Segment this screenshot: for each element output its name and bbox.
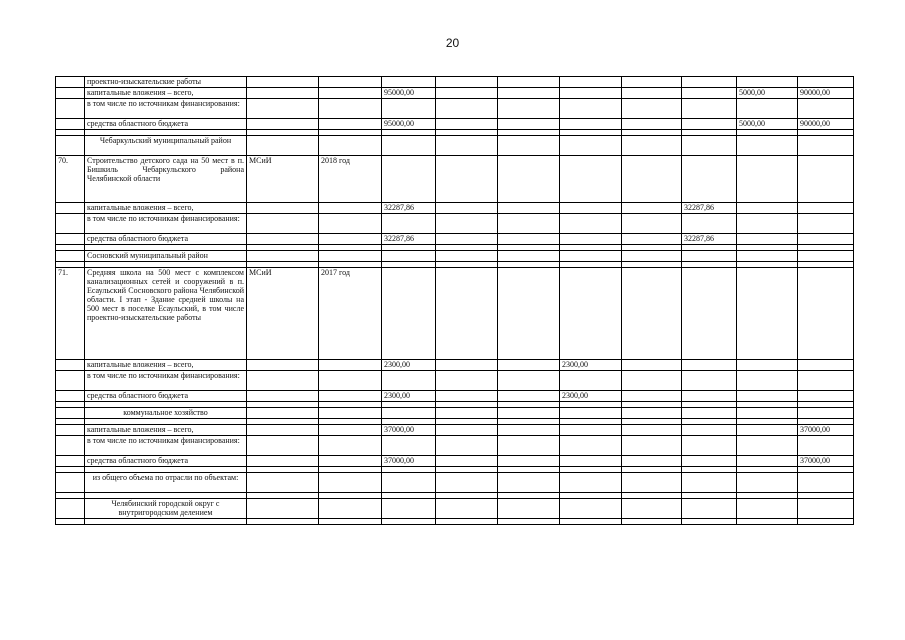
table-cell [436, 214, 498, 234]
table-cell [682, 456, 737, 467]
row-label-cell: в том числе по источникам финансирования: [85, 436, 247, 456]
row-label-cell: в том числе по источникам финансирования: [85, 371, 247, 391]
table-cell [319, 425, 382, 436]
table-cell [498, 136, 560, 156]
table-cell [498, 360, 560, 371]
table-cell [622, 234, 682, 245]
table-cell [798, 203, 854, 214]
table-cell [622, 99, 682, 119]
row-label-cell: в том числе по источникам финансирования: [85, 214, 247, 234]
table-cell [247, 371, 319, 391]
table-cell [319, 99, 382, 119]
table-cell [382, 268, 436, 360]
table-cell-empty [682, 519, 737, 525]
row-label-cell: Средняя школа на 500 мест с комплексом канализационных сетей и сооружений в п. Есаульский Сосновского района Челябинской области. I этап - Здание средней школы на 500 мест в поселке Есаульский, в том числе проектно-изыскательские работы [85, 268, 247, 360]
table-cell [247, 499, 319, 519]
table-cell [498, 473, 560, 493]
table-cell [498, 156, 560, 203]
row-label-cell: капитальные вложения – всего, [85, 203, 247, 214]
row-label-cell: Чебаркульский муниципальный район [85, 136, 247, 156]
table-cell [382, 156, 436, 203]
table-cell [560, 268, 622, 360]
table-cell [498, 251, 560, 262]
table-cell [798, 436, 854, 456]
row-label-cell: средства областного бюджета [85, 456, 247, 467]
table-cell-empty [560, 519, 622, 525]
table-cell [682, 499, 737, 519]
row-label-cell: средства областного бюджета [85, 391, 247, 402]
row-number-cell [56, 251, 85, 262]
table-cell [319, 77, 382, 88]
table-cell [560, 408, 622, 419]
table-cell [436, 391, 498, 402]
table-cell [319, 214, 382, 234]
table-cell [737, 456, 798, 467]
table-cell [436, 371, 498, 391]
table-cell [247, 360, 319, 371]
table-cell [622, 436, 682, 456]
table-cell: 5000,00 [737, 119, 798, 130]
table-cell [798, 371, 854, 391]
table-cell [682, 136, 737, 156]
table-cell [737, 99, 798, 119]
table-cell [319, 203, 382, 214]
table-row [56, 119, 854, 130]
table-cell [436, 136, 498, 156]
table-cell [382, 136, 436, 156]
table-row [56, 456, 854, 467]
table-cell [247, 99, 319, 119]
table-cell: 32287,86 [682, 203, 737, 214]
table-cell: 2300,00 [382, 391, 436, 402]
table-cell: 37000,00 [798, 456, 854, 467]
table-cell [436, 156, 498, 203]
row-label-cell: капитальные вложения – всего, [85, 360, 247, 371]
table-cell: 95000,00 [382, 119, 436, 130]
table-cell [436, 99, 498, 119]
table-row [56, 234, 854, 245]
table-cell [737, 473, 798, 493]
row-label-cell: капитальные вложения – всего, [85, 88, 247, 99]
table-cell [498, 119, 560, 130]
table-cell [682, 436, 737, 456]
table-cell [319, 436, 382, 456]
table-cell [737, 408, 798, 419]
table-cell [319, 371, 382, 391]
table-cell [247, 473, 319, 493]
table-cell [798, 77, 854, 88]
table-cell [498, 234, 560, 245]
table-row [56, 371, 854, 391]
table-cell: 32287,86 [682, 234, 737, 245]
table-cell [682, 214, 737, 234]
table-cell [560, 88, 622, 99]
table-cell [382, 499, 436, 519]
row-number-cell [56, 234, 85, 245]
table-row [56, 214, 854, 234]
table-cell [560, 473, 622, 493]
table-cell [622, 391, 682, 402]
row-label-cell: Сосновский муниципальный район [85, 251, 247, 262]
table-cell-empty [737, 519, 798, 525]
table-row-blank [56, 519, 854, 525]
table-cell [382, 214, 436, 234]
table-cell [737, 251, 798, 262]
table-row [56, 425, 854, 436]
table-cell [382, 408, 436, 419]
table-cell: 2300,00 [382, 360, 436, 371]
table-cell [247, 408, 319, 419]
table-cell [319, 473, 382, 493]
table-cell [436, 436, 498, 456]
row-number-cell [56, 425, 85, 436]
table-cell [498, 203, 560, 214]
table-cell [560, 156, 622, 203]
table-cell [622, 156, 682, 203]
table-cell [682, 473, 737, 493]
table-cell-empty [622, 519, 682, 525]
table-cell [436, 268, 498, 360]
row-label-cell: в том числе по источникам финансирования: [85, 99, 247, 119]
table-cell [622, 136, 682, 156]
row-label-cell: проектно-изыскательские работы [85, 77, 247, 88]
table-cell [319, 234, 382, 245]
table-cell-empty [382, 519, 436, 525]
row-number-cell: 70. [56, 156, 85, 203]
table-cell [247, 88, 319, 99]
table-cell [247, 77, 319, 88]
table-cell [798, 499, 854, 519]
table-cell [498, 88, 560, 99]
row-label-cell: средства областного бюджета [85, 234, 247, 245]
table-cell [247, 251, 319, 262]
table-cell [560, 456, 622, 467]
table-cell [319, 119, 382, 130]
table-cell [682, 408, 737, 419]
table-cell [436, 425, 498, 436]
table-cell [382, 473, 436, 493]
table-cell [798, 408, 854, 419]
table-cell [737, 499, 798, 519]
budget-table [55, 76, 854, 525]
row-number-cell: 71. [56, 268, 85, 360]
table-cell [560, 425, 622, 436]
table-row [56, 77, 854, 88]
table-cell [436, 360, 498, 371]
table-row [56, 473, 854, 493]
table-cell [436, 408, 498, 419]
table-cell [319, 408, 382, 419]
table-row [56, 268, 854, 360]
table-cell: 2300,00 [560, 360, 622, 371]
table-cell-empty [247, 519, 319, 525]
table-cell [560, 77, 622, 88]
table-cell [319, 88, 382, 99]
table-cell [622, 88, 682, 99]
table-cell-empty [319, 519, 382, 525]
table-cell [247, 425, 319, 436]
table-cell [798, 268, 854, 360]
table-cell [498, 436, 560, 456]
row-label-cell: средства областного бюджета [85, 119, 247, 130]
table-cell [682, 360, 737, 371]
table-cell [798, 136, 854, 156]
table-cell [737, 371, 798, 391]
table-row [56, 136, 854, 156]
table-cell [247, 214, 319, 234]
table-cell [436, 119, 498, 130]
table-cell [319, 391, 382, 402]
table-cell [382, 99, 436, 119]
table-row [56, 391, 854, 402]
table-cell-empty [498, 519, 560, 525]
table-cell [622, 119, 682, 130]
table-cell [247, 234, 319, 245]
table-cell: 37000,00 [798, 425, 854, 436]
row-label-cell: Челябинский городской округ с внутригородским делением [85, 499, 247, 519]
page-number: 20 [445, 36, 460, 50]
table-cell [382, 436, 436, 456]
table-row [56, 156, 854, 203]
table-row [56, 251, 854, 262]
row-number-cell [56, 88, 85, 99]
row-number-cell [56, 99, 85, 119]
row-label-cell: из общего объема по отрасли по объектам: [85, 473, 247, 493]
table-cell [498, 499, 560, 519]
table-cell [798, 251, 854, 262]
table-cell-empty [436, 519, 498, 525]
row-label-cell: коммунальное хозяйство [85, 408, 247, 419]
table-cell [682, 371, 737, 391]
table-cell [498, 77, 560, 88]
row-number-cell [56, 391, 85, 402]
table-cell [737, 360, 798, 371]
table-cell [560, 99, 622, 119]
table-cell [682, 268, 737, 360]
table-cell [560, 436, 622, 456]
table-cell [798, 214, 854, 234]
row-label-cell: капитальные вложения – всего, [85, 425, 247, 436]
table-cell-empty [798, 519, 854, 525]
table-cell [737, 203, 798, 214]
table-cell [682, 77, 737, 88]
table-row [56, 203, 854, 214]
table-cell [682, 391, 737, 402]
table-cell [682, 251, 737, 262]
table-cell [682, 88, 737, 99]
table-cell [560, 499, 622, 519]
row-number-cell [56, 473, 85, 493]
row-number-cell [56, 499, 85, 519]
table-cell [682, 156, 737, 203]
row-number-cell [56, 456, 85, 467]
table-cell [498, 425, 560, 436]
table-cell [436, 456, 498, 467]
table-cell: МСиИ [247, 268, 319, 360]
table-cell [622, 251, 682, 262]
table-cell [622, 408, 682, 419]
table-cell [498, 391, 560, 402]
table-cell [436, 88, 498, 99]
table-cell [247, 436, 319, 456]
table-cell [622, 499, 682, 519]
table-cell: 37000,00 [382, 456, 436, 467]
table-cell [498, 408, 560, 419]
table-cell [737, 77, 798, 88]
table-cell [622, 456, 682, 467]
table-cell [247, 203, 319, 214]
table-row [56, 499, 854, 519]
table-body [56, 77, 854, 525]
table-cell [622, 360, 682, 371]
row-number-cell [56, 360, 85, 371]
table-cell [560, 234, 622, 245]
table-cell: 2018 год [319, 156, 382, 203]
table-cell [436, 77, 498, 88]
table-cell [247, 391, 319, 402]
table-cell [498, 99, 560, 119]
table-cell [247, 456, 319, 467]
table-cell [560, 251, 622, 262]
table-cell: МСиИ [247, 156, 319, 203]
table-cell [798, 156, 854, 203]
table-cell [382, 77, 436, 88]
table-cell [560, 203, 622, 214]
table-cell [798, 473, 854, 493]
table-cell: 95000,00 [382, 88, 436, 99]
table-cell [319, 360, 382, 371]
table-cell: 32287,86 [382, 203, 436, 214]
table-cell [382, 251, 436, 262]
table-row [56, 360, 854, 371]
row-number-cell [56, 436, 85, 456]
table-cell [498, 456, 560, 467]
table-cell [737, 214, 798, 234]
table-cell-empty [85, 519, 247, 525]
table-cell [737, 436, 798, 456]
table-row [56, 408, 854, 419]
row-label-cell: Строительство детского сада на 50 мест в п. Бишкиль Чебаркульского района Челябинской области [85, 156, 247, 203]
table-cell [737, 234, 798, 245]
table-cell: 2017 год [319, 268, 382, 360]
table-cell [247, 136, 319, 156]
table-cell [737, 391, 798, 402]
table-cell: 2300,00 [560, 391, 622, 402]
row-number-cell [56, 77, 85, 88]
table-cell: 90000,00 [798, 88, 854, 99]
table-cell [737, 268, 798, 360]
table-cell [560, 371, 622, 391]
table-row [56, 436, 854, 456]
table-cell [560, 136, 622, 156]
table-cell [436, 499, 498, 519]
table-cell [319, 499, 382, 519]
table-cell [682, 99, 737, 119]
table-cell-empty [56, 519, 85, 525]
table-cell [737, 425, 798, 436]
table-cell [560, 119, 622, 130]
table-cell [737, 136, 798, 156]
table-cell [498, 214, 560, 234]
row-number-cell [56, 408, 85, 419]
table-cell [622, 371, 682, 391]
table-cell [622, 214, 682, 234]
table-cell [622, 203, 682, 214]
table-cell: 5000,00 [737, 88, 798, 99]
table-cell [622, 268, 682, 360]
row-number-cell [56, 214, 85, 234]
table-cell [436, 473, 498, 493]
table-cell [436, 234, 498, 245]
row-number-cell [56, 371, 85, 391]
table-cell [319, 251, 382, 262]
table-cell [319, 456, 382, 467]
table-cell [436, 203, 498, 214]
table-row [56, 99, 854, 119]
row-number-cell [56, 203, 85, 214]
table-cell: 32287,86 [382, 234, 436, 245]
table-cell [798, 391, 854, 402]
table-cell: 90000,00 [798, 119, 854, 130]
table-cell [798, 99, 854, 119]
table-cell [498, 268, 560, 360]
table-cell [436, 251, 498, 262]
table-row [56, 88, 854, 99]
table-cell [622, 425, 682, 436]
table-cell [319, 136, 382, 156]
table-cell [247, 119, 319, 130]
table-cell [622, 77, 682, 88]
table-cell [682, 425, 737, 436]
table-cell [498, 371, 560, 391]
row-number-cell [56, 119, 85, 130]
table-cell [382, 371, 436, 391]
row-number-cell [56, 136, 85, 156]
table-cell [798, 234, 854, 245]
table-cell [622, 473, 682, 493]
table-cell [798, 360, 854, 371]
table-cell: 37000,00 [382, 425, 436, 436]
table-cell [560, 214, 622, 234]
table-cell [682, 119, 737, 130]
table-cell [737, 156, 798, 203]
